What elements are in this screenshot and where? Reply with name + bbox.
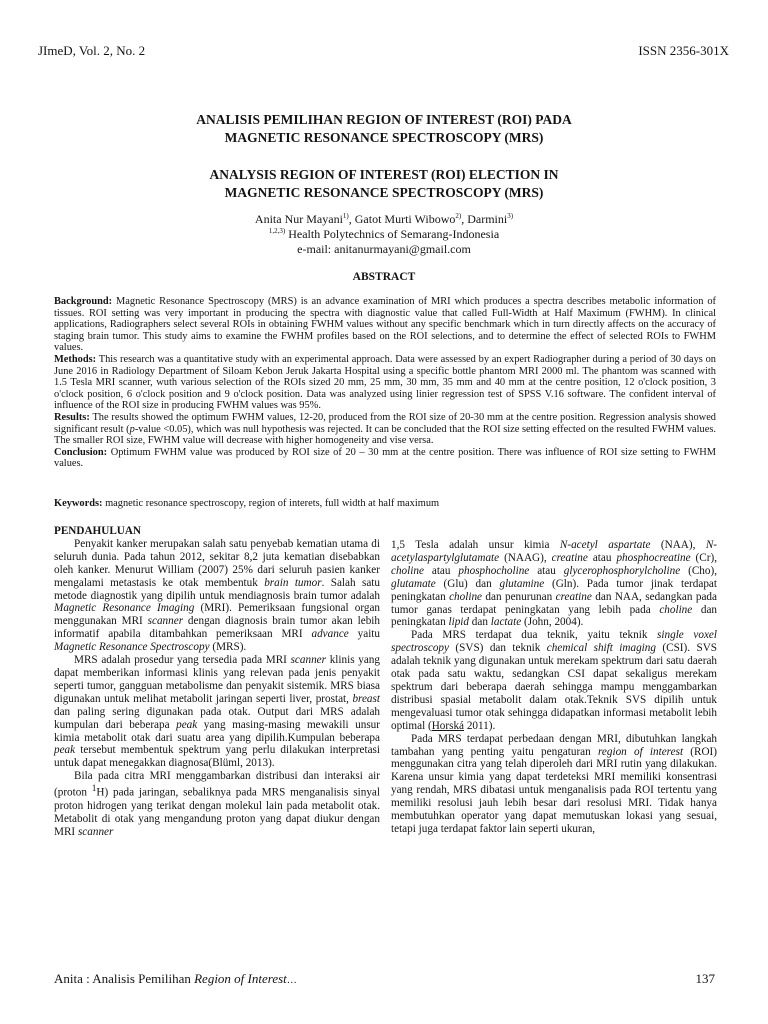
results-label: Results:: [54, 411, 90, 423]
journal-name: JImeD, Vol. 2, No. 2: [38, 43, 146, 58]
running-footer: [54, 971, 297, 987]
italic-text: choline: [449, 590, 483, 603]
paragraph: [391, 629, 717, 732]
text: dan penurunan: [482, 590, 556, 603]
italic-text: brain tumor: [264, 576, 322, 589]
text: (Gln). Pada tumor jinak terdapat peningkatan: [391, 577, 717, 603]
italic-text: breast: [352, 692, 380, 705]
italic-text: N-acetyl aspartate: [559, 539, 651, 551]
italic-text: peak: [54, 744, 76, 757]
title-english-line2: MAGNETIC RESONANCE SPECTROSCOPY (MRS): [224, 185, 544, 200]
text: (Cr),: [690, 551, 717, 564]
left-column: [54, 525, 380, 838]
background-text: Magnetic Resonance Spectroscopy (MRS) is an advance examination of MRI which produces a spectra describes metabolic information of tissues. ROI setting was very important in producing the spectra with diagnostic value that called Full-Width at Half Maximum (FWHM). In clinical applications, Radiographers select several ROIs in obtaining FWHM values without any specific benchmark which in turn directly affects on the accuracy of staging brain tumor. This study aims to examine the FWHM profiles based on the ROI selections, and to determine the effect of selected ROIs to FWHM values.: [54, 296, 716, 354]
text: MRS adalah prosedur yang tersedia pada MRI: [74, 654, 291, 667]
section-heading: PENDAHULUAN: [54, 525, 142, 537]
text: (CSI). SVS adalah teknik yang digunakan untuk merekam spektrum dari satu daerah otak pada satu waktu, sedangkan CSI dapat sekaligus merekam spektrum dari beberapa daerah sehingga mampu menggambarkan distribusi spasial metabolit dalam otak.Teknik SVS dipilih untuk mengevaluasi tumor otak sehingga didapatkan informasi metabolit lebih optimal (: [391, 642, 717, 732]
abstract-methods: [54, 354, 716, 412]
text: H) pada jaringan, sebaliknya pada MRS menganalisis sinyal proton hidrogen yang terikat dengan molekul lain pada metabolit otak. Metabolit di otak yang mengandung proton yang dapat diukur dengan MRI: [54, 786, 381, 838]
italic-text: Magnetic Resonance Imaging: [54, 602, 195, 615]
text: (John, 2004).: [521, 616, 584, 629]
text: Pada MRS terdapat perbedaan dengan MRI, dibutuhkan langkah tambahan yang penting yaitu pengaturan: [391, 732, 717, 758]
italic-text: chemical shift imaging: [546, 642, 656, 655]
citation-link: Horská: [431, 719, 465, 732]
abstract-body: [54, 296, 716, 470]
text: klinis yang dapat memberikan informasi klinis yang relevan pada jenis penyakit seperti tumor, gangguan metabolisme dan penyakit sistemik. MRS biasa digunakan untuk melihat metabolit jaringan seperti liver, prostat,: [54, 654, 380, 705]
text: atau: [529, 564, 564, 577]
text: (Cho),: [680, 564, 717, 577]
text: yaitu: [348, 628, 381, 641]
text: (SVS) dan teknik: [449, 642, 547, 655]
methods-label: Methods:: [54, 353, 97, 365]
paragraph: [391, 733, 717, 836]
text: dan NAA, sedangkan pada tumor ganas terdapat peningkatan yang lebih pada: [391, 590, 717, 616]
text: 2011).: [464, 719, 496, 732]
author-sup: 2): [455, 212, 462, 220]
right-column: [391, 539, 717, 836]
text: dan peningkatan: [391, 603, 717, 629]
text: . Salah satu metode diagnostik yang dipilih untuk mendiagnosis brain tumor adalah: [54, 576, 380, 602]
footer-dots: …: [286, 975, 297, 986]
italic-text: scanner: [290, 654, 326, 667]
text: tersebut membentuk spektrum yang perlu dilakukan interpretasi untuk dapat menegakkan diagnosa(Blüml, 2013).: [54, 744, 380, 770]
keywords-label: Keywords:: [54, 498, 103, 509]
italic-text: scanner: [77, 825, 114, 838]
results-text: -value <0.05), which was null hypothesis was rejected. It can be concluded that the ROI size setting effected on the resulted FWHM values. The smaller ROI size, FWHM value will decrease with higher homogeneity and vise versa.: [54, 423, 716, 447]
italic-text: peak: [176, 718, 198, 731]
italic-text: creatine: [555, 590, 592, 603]
affiliation-text: Health Polytechnics of Semarang-Indonesia: [285, 227, 500, 241]
affiliation-sup: 1,2,3): [268, 227, 286, 235]
italic-text: single voxel spectroscopy: [391, 629, 717, 655]
text: yang masing-masing mewakili unsur kimia metabolit otak dari suatu area yang dipilih.Kumpulan beberapa: [54, 718, 380, 744]
text: dan paling sering digunakan pada otak. Output dari MRS adalah kumpulan dari beberapa: [54, 705, 380, 731]
italic-text: creatine: [551, 551, 588, 564]
title-indonesian-line2: MAGNETIC RESONANCE SPECTROSCOPY (MRS): [224, 130, 544, 145]
footer-text: Anita : Analisis Pemilihan: [54, 971, 195, 986]
paragraph: [54, 654, 380, 770]
text: 1,5 Tesla adalah unsur kimia: [391, 539, 560, 551]
text: atau: [423, 564, 459, 577]
italic-text: N-acetylaspartylglutamate: [391, 539, 717, 564]
italic-text: phosphocholine: [458, 564, 530, 577]
title-indonesian-line1: ANALISIS PEMILIHAN REGION OF INTEREST (ROI) PADA: [196, 112, 572, 127]
footer-italic: Region of Interest: [194, 971, 287, 986]
text: dan: [469, 616, 491, 629]
abstract-conclusion: [54, 447, 716, 470]
italic-text: glutamine: [499, 577, 545, 590]
paragraph: [54, 538, 380, 654]
text: (NAAG),: [499, 551, 552, 564]
text: Bila pada citra MRI menggambarkan distribusi dan interaksi air (proton: [54, 770, 380, 799]
paragraph: [391, 539, 717, 629]
keywords: [54, 498, 716, 510]
author-block: [60, 212, 708, 257]
text: atau: [587, 551, 617, 564]
text: (MRI). Pemeriksaan fungsional organ menggunakan MRI: [54, 602, 381, 628]
italic-text: scanner: [147, 615, 184, 628]
affiliation: [60, 227, 708, 242]
text: dengan diagnosis brain tumor akan lebih informatif apabila ditambahkan pemeriksaan MRI: [54, 615, 380, 641]
results-text: The results showed the optimum FWHM values, 12-20, produced from the ROI size of 20-30 mm at the centre position. Regression analysis showed significant result (: [54, 411, 716, 435]
keywords-text: magnetic resonance spectroscopy, region of interets, full width at half maximum: [102, 498, 440, 509]
background-label: Background:: [54, 296, 113, 307]
text: Penyakit kanker merupakan salah satu penyebab kematian utama di seluruh dunia. Pada tahun 2012, sekitar 8,2 juta kematian disebabkan oleh kanker. Menurut William (2007) 25% dari seluruh pasien kanker mengalami metastasis ke otak membentuk: [54, 537, 380, 589]
text: (Glu) dan: [435, 577, 500, 590]
text: Pada MRS terdapat dua teknik, yaitu teknik: [411, 629, 658, 642]
title-indonesian: [60, 111, 708, 147]
abstract-results: [54, 412, 716, 447]
author-email: e-mail: anitanurmayani@gmail.com: [297, 242, 471, 256]
superscript: 1: [91, 784, 97, 795]
abstract-heading: ABSTRACT: [352, 271, 416, 283]
abstract-background: [54, 296, 716, 354]
author-name: , Gatot Murti Wibowo: [348, 212, 456, 226]
text: (ROI) menggunakan citra yang telah diperoleh dari MRI rutin yang dilakukan. Karena unsur kimia yang dapat terdeteksi MRI memiliki konsentrasi yang rendah, MRS dibatasi untuk menganalisis pada ROI tertentu yang memiliki resolusi jauh lebih besar dari resolusi MRI. Tidak hanya membutuhkan operator yang dapat memutuskan lokasi yang sesuai, tetapi juga terdapat faktor lain seperti ukuran,: [391, 745, 717, 835]
italic-text: glycerophosphorylcholine: [563, 564, 681, 577]
italic-text: lipid: [448, 616, 469, 629]
methods-text: This research was a quantitative study with an experimental approach. Data were assessed by an expert Radiographer during a period of 30 days on June 2016 in Radiology Department of Siloam Kebon Jeruk Jakarta Hospital using a specific bottle phantom MRI 2000 ml. The phantom was scanned with 1.5 Tesla MRI scanner, wuth various selection of the ROIs sized 20 mm, 25 mm, 30 mm, 35 mm and 40 mm at the centre position, 12 o'clock position, 3 o'clock position, 6 o'clock position and 9 o'clock position. Data was analyzed using linier regression test of SPSS V.16 software. The confident interval of influence of the ROI size in producing FWHM values was 95%.: [54, 353, 716, 412]
author-sup: 3): [507, 212, 514, 220]
author-sup: 1): [342, 212, 349, 220]
italic-text: lactate: [490, 616, 522, 629]
italic-text: region of interest: [597, 745, 684, 758]
page-number: 137: [695, 971, 715, 986]
italic-text: choline: [391, 564, 424, 577]
text: (NAA),: [650, 539, 706, 551]
author-list: [60, 212, 708, 227]
author-name: , Darmini: [461, 212, 508, 226]
italic-text: advance: [311, 628, 349, 641]
author-name: Anita Nur Mayani: [254, 212, 343, 226]
issn: ISSN 2356-301X: [638, 43, 729, 58]
results-p: p: [129, 423, 135, 435]
italic-text: choline: [659, 603, 693, 616]
italic-text: phosphocreatine: [616, 551, 691, 564]
paragraph: [54, 770, 380, 838]
text: (MRS).: [209, 641, 247, 654]
italic-text: Magnetic Resonance Spectroscopy: [54, 641, 210, 654]
title-english: [60, 166, 708, 202]
italic-text: glutamate: [391, 577, 436, 590]
conclusion-label: Conclusion:: [54, 446, 108, 458]
title-english-line1: ANALYSIS REGION OF INTEREST (ROI) ELECTION IN: [209, 167, 559, 182]
conclusion-text: Optimum FWHM value was produced by ROI size of 20 – 30 mm at the centre position. There was influence of ROI size setting to FWHM values.: [54, 446, 716, 470]
